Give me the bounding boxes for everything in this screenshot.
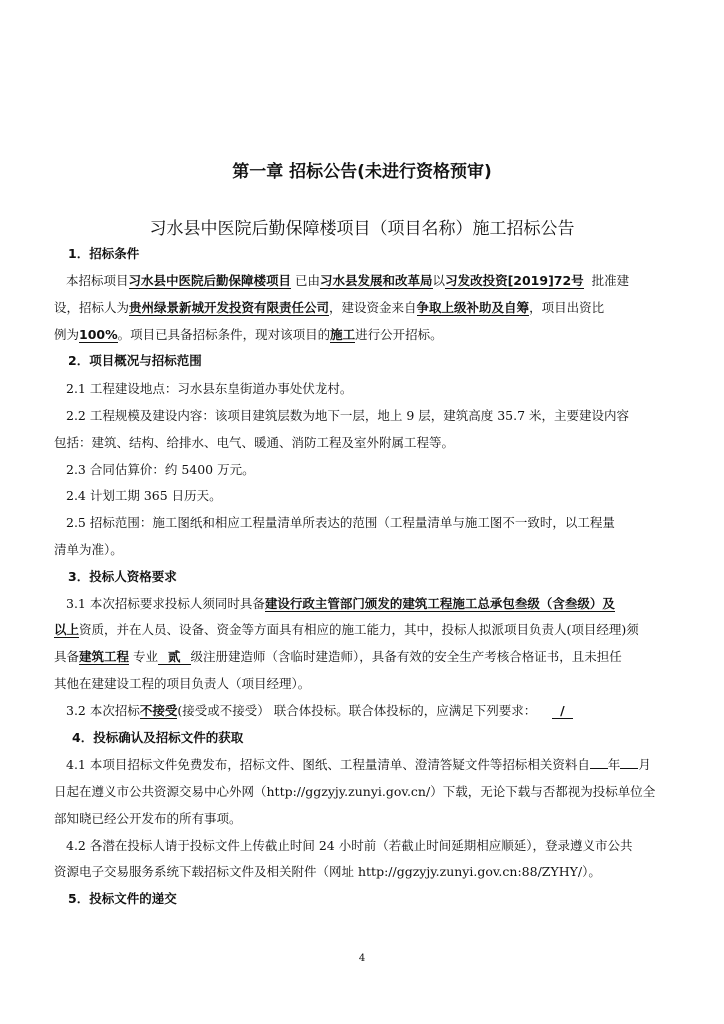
grade: 贰 [158, 649, 191, 665]
investment-ratio: 100% [79, 327, 118, 342]
s2-line-1: 2.1 工程建设地点：习水县东皇街道办事处伏龙村。 [66, 381, 353, 396]
notice-title: 习水县中医院后勤保障楼项目（项目名称）施工招标公告 [149, 219, 575, 239]
s2-line-4: 2.4 计划工期 365 日历天。 [66, 488, 222, 503]
approval-no: 习发改投资[2019]72号 [445, 273, 584, 288]
chapter-title: 第一章 招标公告(未进行资格预审) [232, 162, 492, 182]
text: 级注册建造师（含临时建造师），具备有效的安全生产考核合格证书，且未担任 [190, 649, 622, 664]
approver: 习水县发展和改革局 [320, 273, 433, 288]
text: 以 [432, 273, 446, 288]
major: 建筑工程 [79, 649, 130, 664]
year-blank-line [590, 768, 608, 769]
s2-line-2a: 2.2 工程规模及建设内容：该项目建筑层数为地下一层，地上 9 层，建筑高度 35.7 米，主要建设内容 [66, 408, 630, 423]
s4-line-1c: 部知晓已经公开发布的所有事项。 [54, 811, 242, 826]
section-5-heading: 5．投标文件的递交 [68, 891, 177, 906]
year-label: 年 [607, 757, 621, 772]
text: 例为 [54, 327, 80, 342]
s4-line-1b: 日起在遵义市公共资源交易中心外网（http://ggzyjy.zunyi.gov.cn/）下载，无论下载与否都视为投标单位全 [54, 784, 656, 799]
text: 4.1 本项目招标文件免费发布，招标文件、图纸、工程量清单、澄清答疑文件等招标相关资料自 [66, 757, 590, 772]
qualification-cont: 以上 [54, 622, 80, 637]
s1-line-2 [54, 300, 654, 316]
s3-line-1d: 其他在建建设工程的项目负责人（项目经理）。 [54, 676, 311, 691]
s2-line-2b: 包括：建筑、结构、给排水、电气、暖通、消防工程及室外附属工程等。 [54, 435, 455, 450]
section-4-heading: 4．投标确认及招标文件的获取 [72, 730, 244, 745]
text: 进行公开招标。 [355, 327, 443, 342]
s4-line-1a [66, 757, 666, 773]
s1-line-3 [54, 327, 654, 343]
text: 本招标项目 [66, 273, 129, 288]
qualification: 建设行政主管部门颁发的建筑工程施工总承包叁级（含叁级）及 [264, 596, 615, 611]
joint-requirement: / [552, 703, 573, 719]
s2-line-3: 2.3 合同估算价：约 5400 万元。 [66, 462, 255, 477]
month-blank-line [620, 768, 638, 769]
s4-line-2b: 资源电子交易服务系统下载招标文件及相关附件（网址 http://ggzyjy.zunyi.gov.cn:88/ZYHY/）。 [54, 864, 601, 879]
text: 已由 [295, 273, 321, 288]
s3-line-2 [66, 703, 666, 719]
text: ，项目出资比 [529, 300, 605, 315]
scope-word: 施工 [330, 327, 356, 342]
s2-line-5a: 2.5 招标范围：施工图纸和相应工程量清单所表达的范围（工程量清单与施工图不一致时，以工程量 [66, 515, 615, 530]
s3-line-1b [54, 622, 654, 638]
text: (接受或不接受） 联合体投标。联合体投标的，应满足下列要求： [177, 703, 537, 718]
s2-line-5b: 清单为准）。 [54, 542, 123, 557]
s3-line-1c [54, 649, 654, 665]
project-name: 习水县中医院后勤保障楼项目 [128, 273, 292, 288]
s3-line-1a [66, 596, 666, 612]
fund-source: 争取上级补助及自筹 [416, 300, 530, 315]
page-number: 4 [358, 953, 366, 964]
text: 批准建 [591, 273, 630, 288]
text: 具备 [54, 649, 80, 664]
text: 3.1 本次招标要求投标人须同时具备 [66, 596, 265, 611]
text: 专业 [133, 649, 159, 664]
section-1-heading: 1．招标条件 [68, 246, 140, 261]
section-2-heading: 2．项目概况与招标范围 [68, 353, 202, 368]
tenderer: 贵州绿景新城开发投资有限责任公司 [129, 300, 330, 315]
section-3-heading: 3．投标人资格要求 [68, 569, 177, 584]
text: 3.2 本次招标 [66, 703, 140, 718]
text: ，建设资金来自 [329, 300, 417, 315]
s1-line-1 [66, 273, 666, 289]
joint-bid: 不接受 [139, 703, 178, 718]
text: 资质，并在人员、设备、资金等方面具有相应的施工能力，其中，投标人拟派项目负责人(项目经理)须 [79, 622, 639, 637]
month-label: 月 [638, 757, 651, 772]
text: 设，招标人为 [54, 300, 130, 315]
s4-line-2a: 4.2 各潜在投标人请于投标文件上传截止时间 24 小时前（若截止时间延期相应顺延），登录遵义市公共 [66, 838, 633, 853]
text: 。项目已具备招标条件，现对该项目的 [117, 327, 331, 342]
